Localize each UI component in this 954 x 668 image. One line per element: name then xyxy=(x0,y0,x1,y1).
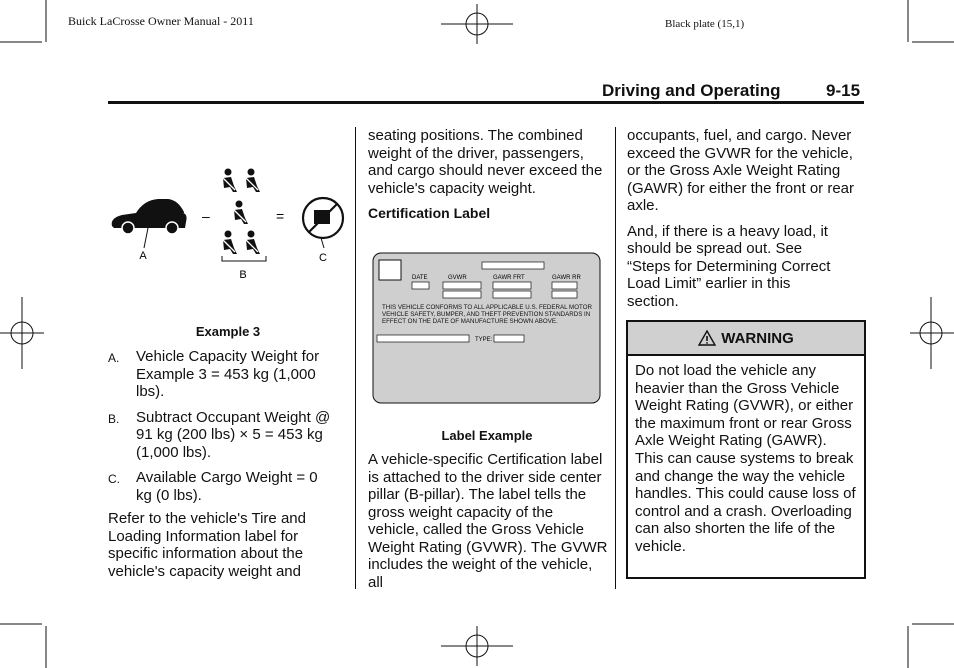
page-number: 9-15 xyxy=(826,81,861,100)
manual-title: Buick LaCrosse Owner Manual - 2011 xyxy=(68,14,254,28)
certification-label-heading: Certification Label xyxy=(368,205,491,221)
registration-mark-right xyxy=(910,297,954,369)
callout-c: C xyxy=(319,252,327,264)
list-key: C. xyxy=(108,472,120,486)
label-field-gawr-rr: GAWR RR xyxy=(552,275,581,281)
column-2-paragraph-2: A vehicle-specific Certification label is attached to the driver side center pillar (B-pillar). The label tells the gross weight capacity of the vehicle, called the Gross Vehicle Weight Rating (GVWR). The GVWR includes the weight of the vehicle, all xyxy=(368,451,608,591)
figure-caption-label-example: Label Example xyxy=(441,428,533,443)
column-divider-2 xyxy=(615,127,616,589)
car-silhouette-icon xyxy=(112,199,187,234)
label-type: TYPE: xyxy=(475,337,493,343)
registration-mark-left xyxy=(0,297,44,369)
label-field-date: DATE xyxy=(412,275,428,281)
minus-sign: – xyxy=(202,208,210,224)
column-1-paragraph: Refer to the vehicle's Tire and Loading Information label for specific information about the vehicle's capacity weight and xyxy=(108,510,306,580)
paragraph: seating positions. The combined weight of the driver, passengers, and cargo should never exceed the vehicle's capacity weight. xyxy=(368,127,603,197)
list-key: A. xyxy=(108,351,120,365)
label-compliance-text: THIS VEHICLE CONFORMS TO ALL APPLICABLE U.S. FEDERAL MOTOR VEHICLE SAFETY, BUMPER, AND THEFT PREVENTION STANDARDS IN EFFECT ON THE DATE OF MANUFACTURE SHOWN ABOVE. xyxy=(382,304,592,326)
warning-text: Do not load the vehicle any heavier than the Gross Vehicle Weight Rating (GVWR), or either the maximum front or rear Gross Axle Weight Rating (GAWR). This can cause systems to break and change the way the vehicle handles. This could cause loss of control and a crash. Overloading can also shorten the life of the vehicle. xyxy=(635,362,856,555)
paragraph: And, if there is a heavy load, it should be spread out. See “Steps for Determining Correct Load Limit” earlier in this section. xyxy=(627,222,831,310)
warning-triangle-icon xyxy=(698,330,716,346)
label-field-gvwr: GVWR xyxy=(448,275,467,281)
section-title: Driving and Operating xyxy=(602,81,781,100)
example-list xyxy=(108,348,333,512)
column-divider-1 xyxy=(355,127,356,589)
certification-label-figure xyxy=(372,252,601,404)
paragraph: occupants, fuel, and cargo. Never exceed the GVWR for the vehicle, or the Gross Axle Weight Rating (GAWR) for either the front or rear axle. xyxy=(627,127,855,214)
warning-box xyxy=(626,320,866,579)
label-field-gawr-frt: GAWR FRT xyxy=(493,275,525,281)
seated-occupant-icons xyxy=(222,169,260,255)
list-item xyxy=(108,348,333,401)
no-cargo-icon xyxy=(303,198,343,238)
column-2 xyxy=(368,127,606,231)
warning-header xyxy=(628,322,864,356)
warning-title: WARNING xyxy=(721,329,794,347)
registration-mark-top xyxy=(441,4,513,44)
column-3 xyxy=(627,127,867,318)
capacity-weight-figure xyxy=(108,160,353,285)
list-key: B. xyxy=(108,411,120,426)
callout-a: A xyxy=(139,250,147,262)
registration-mark-bottom xyxy=(441,626,513,666)
list-item xyxy=(108,469,333,504)
list-text: Vehicle Capacity Weight for Example 3 = 453 kg (1,000 lbs). xyxy=(136,348,320,400)
equals-sign: = xyxy=(276,208,285,224)
list-item xyxy=(108,409,333,462)
list-text: Subtract Occupant Weight @ 91 kg (200 lbs) × 5 = 453 kg (1,000 lbs). xyxy=(136,408,331,461)
figure-caption-example-3: Example 3 xyxy=(195,324,261,339)
header-rule xyxy=(108,101,864,104)
plate-label: Black plate (15,1) xyxy=(665,18,745,30)
callout-b: B xyxy=(239,269,247,281)
list-text: Available Cargo Weight = 0 kg (0 lbs). xyxy=(136,469,318,504)
